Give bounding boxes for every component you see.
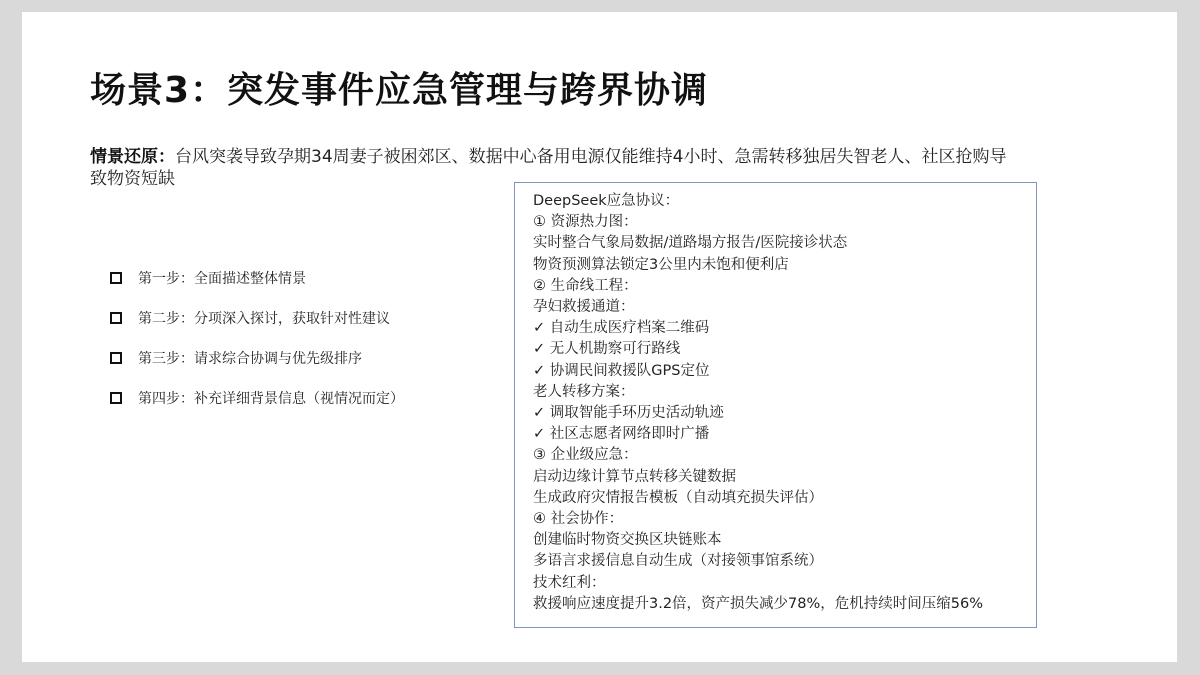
square-bullet-icon bbox=[110, 312, 122, 324]
protocol-line: 生成政府灾情报告模板（自动填充损失评估） bbox=[533, 489, 823, 506]
protocol-textbox bbox=[514, 182, 1037, 628]
protocol-line: 多语言求援信息自动生成（对接领事馆系统） bbox=[533, 553, 823, 570]
square-bullet-icon bbox=[110, 272, 122, 284]
square-bullet-icon bbox=[110, 392, 122, 404]
protocol-final-line: 救援响应速度提升3.2倍，资产损失减少78%，危机持续时间压缩56% bbox=[533, 595, 984, 612]
protocol-line: ✓ 自动生成医疗档案二维码 bbox=[533, 320, 710, 337]
step-label: 第一步：全面描述整体情景 bbox=[138, 271, 306, 287]
step-item bbox=[110, 298, 404, 338]
protocol-line: DeepSeek应急协议： bbox=[533, 193, 680, 209]
protocol-line: 实时整合气象局数据/道路塌方报告/医院接诊状态 bbox=[533, 235, 848, 252]
step-item bbox=[110, 378, 404, 418]
slide bbox=[22, 12, 1177, 662]
step-label: 第二步：分项深入探讨，获取针对性建议 bbox=[138, 311, 390, 327]
scenario-label: 情景还原： bbox=[90, 147, 175, 167]
protocol-line: ③ 企业级应急： bbox=[533, 447, 638, 464]
protocol-line: ✓ 调取智能手环历史活动轨迹 bbox=[533, 405, 724, 422]
protocol-line: 创建临时物资交换区块链账本 bbox=[533, 532, 722, 549]
protocol-line: ✓ 社区志愿者网络即时广播 bbox=[533, 426, 710, 443]
step-item bbox=[110, 338, 404, 378]
square-bullet-icon bbox=[110, 352, 122, 364]
protocol-line: 老人转移方案： bbox=[533, 383, 635, 400]
step-label: 第四步：补充详细背景信息（视情况而定） bbox=[138, 391, 404, 407]
protocol-line: ① 资源热力图： bbox=[533, 214, 638, 231]
protocol-line: 技术红利： bbox=[533, 574, 606, 591]
protocol-line: 物资预测算法锁定3公里内未饱和便利店 bbox=[533, 256, 789, 273]
protocol-line: 孕妇救援通道： bbox=[533, 299, 635, 316]
protocol-line: ② 生命线工程： bbox=[533, 277, 638, 294]
scenario-text: 台风突袭导致孕期34周妻子被困郊区、数据中心备用电源仅能维持4小时、急需转移独居失智老人、社区抢购导致物资短缺 bbox=[90, 147, 1007, 189]
step-label: 第三步：请求综合协调与优先级排序 bbox=[138, 351, 362, 367]
protocol-line: ✓ 无人机勘察可行路线 bbox=[533, 341, 681, 358]
protocol-lines bbox=[533, 191, 1028, 612]
slide-title: 场景3：突发事件应急管理与跨界协调 bbox=[90, 70, 709, 111]
step-item bbox=[110, 258, 404, 298]
steps-list bbox=[110, 258, 404, 418]
protocol-line: ✓ 协调民间救援队GPS定位 bbox=[533, 362, 710, 379]
protocol-line: ④ 社会协作： bbox=[533, 511, 624, 528]
protocol-line: 启动边缘计算节点转移关键数据 bbox=[533, 468, 736, 485]
